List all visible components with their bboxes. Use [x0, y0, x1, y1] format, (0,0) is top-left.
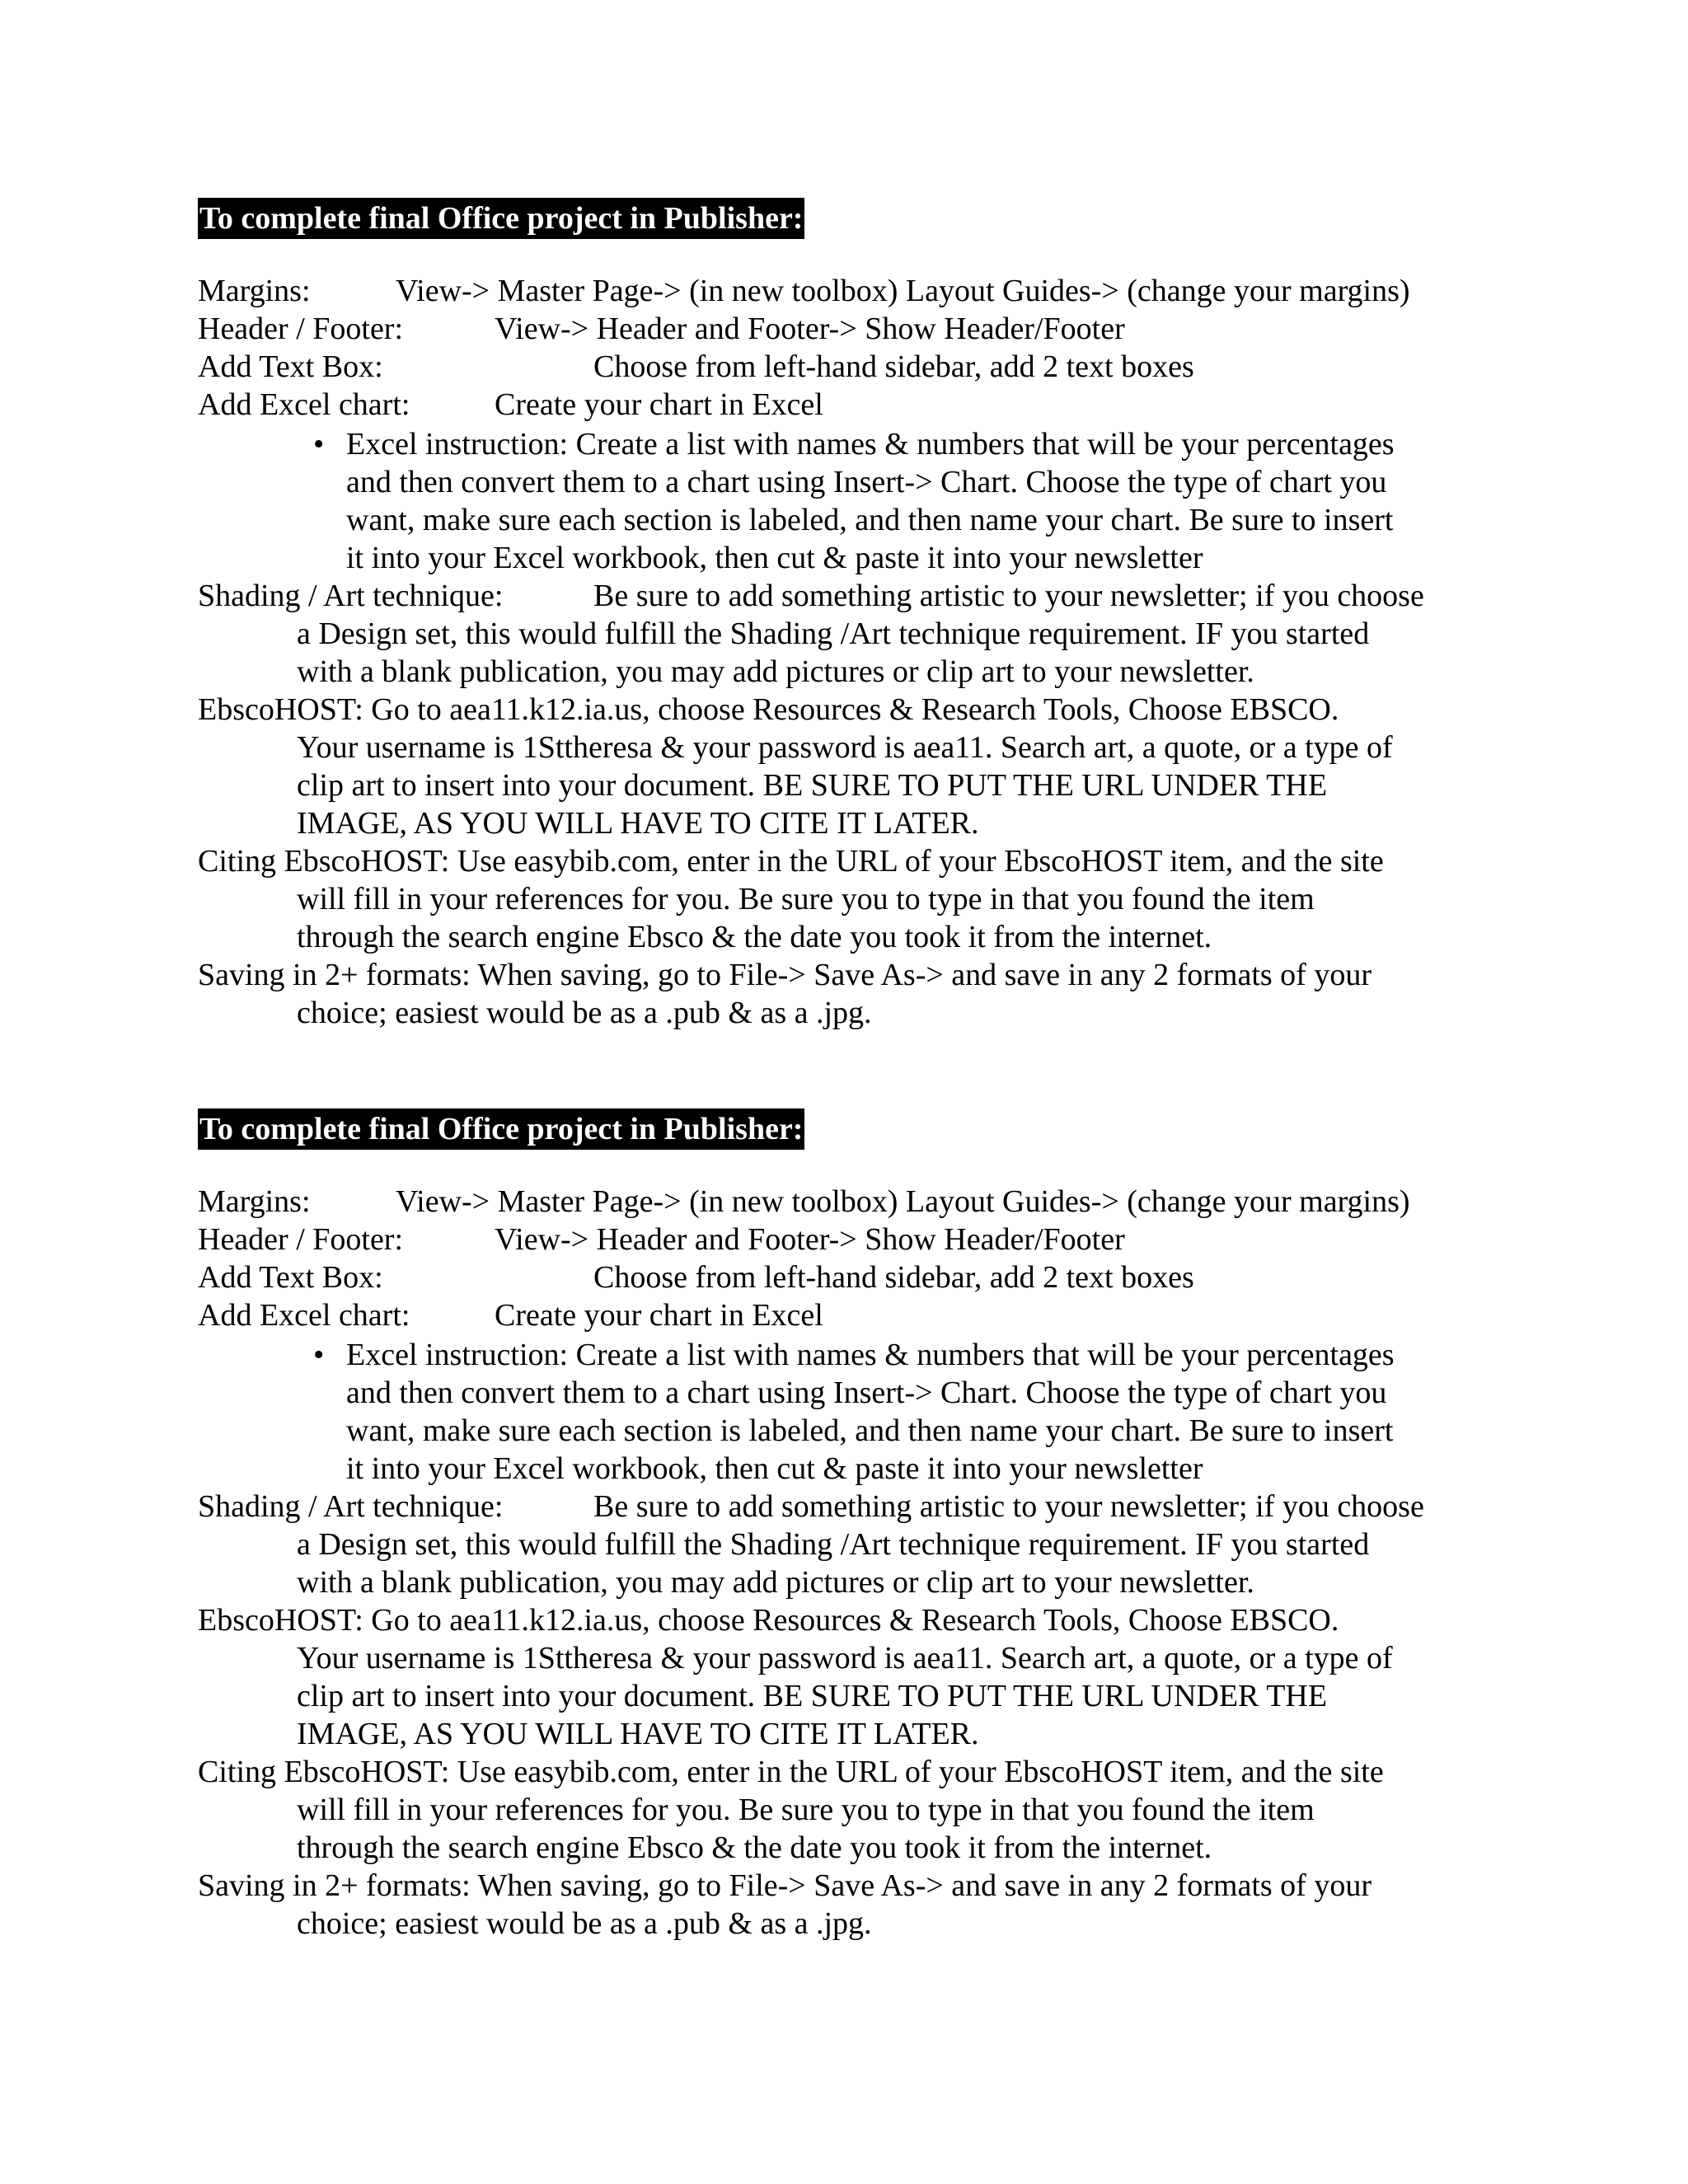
excel-instruction-line: and then convert them to a chart using Insert-> Chart. Choose the type of chart you [346, 1376, 1387, 1410]
text-box-label: Add Text Box: [198, 349, 383, 384]
section-title: To complete final Office project in Publisher: [198, 1108, 804, 1150]
excel-chart-label: Add Excel chart: [198, 387, 410, 422]
header-footer-text: View-> Header and Footer-> Show Header/Footer [495, 312, 1125, 346]
ebsco-text: Your username is 1Sttheresa & your password is aea11. Search art, a quote, or a type of [297, 1641, 1393, 1675]
shading-text: a Design set, this would fulfill the Shading /Art technique requirement. IF you started [297, 616, 1370, 651]
section-title: To complete final Office project in Publisher: [198, 198, 804, 239]
margins-label: Margins: [198, 1184, 311, 1219]
excel-instruction-line: Excel instruction: Create a list with names & numbers that will be your percentages [346, 427, 1395, 462]
shading-text: a Design set, this would fulfill the Shading /Art technique requirement. IF you started [297, 1527, 1370, 1562]
shading-text: Be sure to add something artistic to your newsletter; if you choose [593, 1489, 1424, 1524]
header-footer-label: Header / Footer: [198, 312, 404, 346]
ebsco-text: Your username is 1Sttheresa & your password is aea11. Search art, a quote, or a type of [297, 730, 1393, 765]
text-box-text: Choose from left-hand sidebar, add 2 text boxes [593, 1260, 1194, 1295]
margins-text: View-> Master Page-> (in new toolbox) Layout Guides-> (change your margins) [396, 1184, 1410, 1219]
excel-instruction-line: want, make sure each section is labeled, and then name your chart. Be sure to insert [346, 1413, 1394, 1448]
shading-label: Shading / Art technique: [198, 579, 504, 613]
margins-label: Margins: [198, 274, 311, 308]
shading-text: Be sure to add something artistic to your newsletter; if you choose [593, 579, 1424, 613]
excel-instruction-line: it into your Excel workbook, then cut & paste it into your newsletter [346, 541, 1203, 575]
bullet-icon: • [313, 427, 325, 462]
ebsco-text: EbscoHOST: Go to aea11.k12.ia.us, choose Resources & Research Tools, Choose EBSCO. [198, 692, 1339, 727]
instruction-section [0, 1108, 1688, 1966]
citing-text: will fill in your references for you. Be sure you to type in that you found the item [297, 882, 1315, 916]
shading-label: Shading / Art technique: [198, 1489, 504, 1524]
excel-instruction-line: and then convert them to a chart using Insert-> Chart. Choose the type of chart you [346, 465, 1387, 499]
saving-text: Saving in 2+ formats: When saving, go to File-> Save As-> and save in any 2 formats of your [198, 1868, 1372, 1903]
saving-text: choice; easiest would be as a .pub & as a .jpg. [297, 996, 872, 1030]
excel-chart-label: Add Excel chart: [198, 1298, 410, 1333]
excel-instruction-line: want, make sure each section is labeled, and then name your chart. Be sure to insert [346, 503, 1394, 537]
ebsco-text: IMAGE, AS YOU WILL HAVE TO CITE IT LATER. [297, 806, 979, 841]
excel-instruction-line: it into your Excel workbook, then cut & paste it into your newsletter [346, 1451, 1203, 1486]
text-box-label: Add Text Box: [198, 1260, 383, 1295]
citing-text: Citing EbscoHOST: Use easybib.com, enter in the URL of your EbscoHOST item, and the site [198, 844, 1384, 879]
excel-chart-text: Create your chart in Excel [495, 1298, 823, 1333]
text-box-text: Choose from left-hand sidebar, add 2 text boxes [593, 349, 1194, 384]
saving-text: choice; easiest would be as a .pub & as a .jpg. [297, 1906, 872, 1941]
shading-text: with a blank publication, you may add pictures or clip art to your newsletter. [297, 654, 1254, 689]
ebsco-text: EbscoHOST: Go to aea11.k12.ia.us, choose Resources & Research Tools, Choose EBSCO. [198, 1603, 1339, 1638]
citing-text: through the search engine Ebsco & the date you took it from the internet. [297, 1830, 1212, 1865]
citing-text: will fill in your references for you. Be sure you to type in that you found the item [297, 1793, 1315, 1827]
excel-chart-text: Create your chart in Excel [495, 387, 823, 422]
header-footer-label: Header / Footer: [198, 1222, 404, 1257]
margins-text: View-> Master Page-> (in new toolbox) Layout Guides-> (change your margins) [396, 274, 1410, 308]
citing-text: Citing EbscoHOST: Use easybib.com, enter in the URL of your EbscoHOST item, and the site [198, 1755, 1384, 1789]
saving-text: Saving in 2+ formats: When saving, go to File-> Save As-> and save in any 2 formats of your [198, 958, 1372, 992]
citing-text: through the search engine Ebsco & the date you took it from the internet. [297, 920, 1212, 954]
instruction-section [0, 198, 1688, 1055]
header-footer-text: View-> Header and Footer-> Show Header/Footer [495, 1222, 1125, 1257]
bullet-icon: • [313, 1338, 325, 1372]
ebsco-text: clip art to insert into your document. BE SURE TO PUT THE URL UNDER THE [297, 768, 1328, 803]
excel-instruction-line: Excel instruction: Create a list with names & numbers that will be your percentages [346, 1338, 1395, 1372]
shading-text: with a blank publication, you may add pictures or clip art to your newsletter. [297, 1565, 1254, 1600]
ebsco-text: clip art to insert into your document. BE SURE TO PUT THE URL UNDER THE [297, 1679, 1328, 1713]
ebsco-text: IMAGE, AS YOU WILL HAVE TO CITE IT LATER. [297, 1717, 979, 1751]
